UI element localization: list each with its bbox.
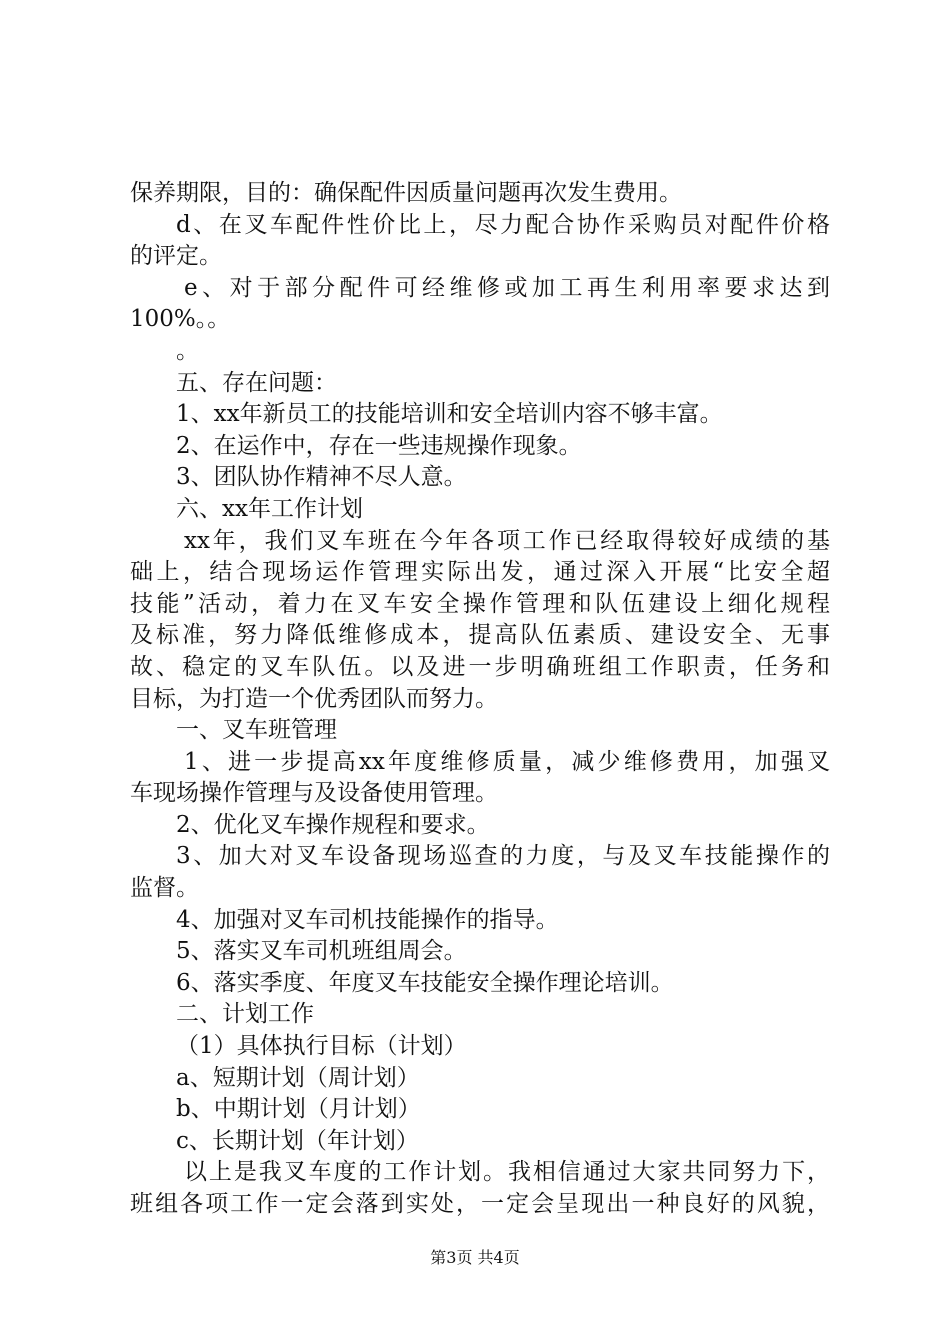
text-line: 1、xx年新员工的技能培训和安全培训内容不够丰富。 <box>176 401 723 428</box>
text-line: 车现场操作管理与及设备使用管理。 <box>130 780 498 807</box>
text-line: 技能”活动，着力在叉车安全操作管理和队伍建设上细化规程 <box>130 590 830 617</box>
text-line: 及标准，努力降低维修成本，提高队伍素质、建设安全、无事 <box>130 622 830 649</box>
text-line: 保养期限，目的：确保配件因质量问题再次发生费用。 <box>130 180 682 206</box>
text-line: 故、稳定的叉车队伍。以及进一步明确班组工作职责，任务和 <box>130 653 830 680</box>
text-line: 5、落实叉车司机班组周会。 <box>176 938 467 965</box>
section-heading: 一、叉车班管理 <box>176 717 337 744</box>
text-line: b、中期计划（月计划） <box>176 1096 421 1123</box>
page-footer: 第3页 共4页 <box>430 1248 520 1267</box>
text-line: 3、加大对叉车设备现场巡查的力度，与及叉车技能操作的 <box>176 843 830 870</box>
text-line: 6、落实季度、年度叉车技能安全操作理论培训。 <box>176 969 674 996</box>
section-heading: 六、xx年工作计划 <box>176 495 363 522</box>
text-line: 监督。 <box>130 875 199 902</box>
text-line: 3、团队协作精神不尽人意。 <box>176 464 467 491</box>
section-heading: 二、计划工作 <box>176 1001 314 1028</box>
text-line: d、在叉车配件性价比上，尽力配合协作采购员对配件价格 <box>176 211 830 238</box>
text-line: 目标，为打造一个优秀团队而努力。 <box>130 685 498 712</box>
text-line: a、短期计划（周计划） <box>176 1064 420 1091</box>
text-line: 的评定。 <box>130 243 222 270</box>
text-line: 班组各项工作一定会落到实处，一定会呈现出一种良好的风貌， <box>130 1191 830 1217</box>
text-line: （1）具体执行目标（计划） <box>176 1033 467 1060</box>
text-line: c、长期计划（年计划） <box>176 1127 419 1154</box>
document-body <box>130 178 830 1221</box>
text-line: 1、进一步提高xx年度维修质量，减少维修费用，加强叉 <box>184 748 830 775</box>
text-line: 以上是我叉车度的工作计划。我相信通过大家共同努力下， <box>184 1159 830 1186</box>
text-line: xx年，我们叉车班在今年各项工作已经取得较好成绩的基 <box>184 527 830 554</box>
text-line: 础上，结合现场运作管理实际出发，通过深入开展“比安全超 <box>130 559 830 586</box>
text-line: 。 <box>176 337 199 364</box>
text-line: 2、在运作中，存在一些违规操作现象。 <box>176 432 582 459</box>
text-line: 2、优化叉车操作规程和要求。 <box>176 811 490 838</box>
text-line: e、对于部分配件可经维修或加工再生利用率要求达到 <box>184 274 830 301</box>
section-heading: 五、存在问题： <box>176 369 337 396</box>
text-line: 4、加强对叉车司机技能操作的指导。 <box>176 906 559 933</box>
text-line: 100%。。 <box>130 306 231 333</box>
